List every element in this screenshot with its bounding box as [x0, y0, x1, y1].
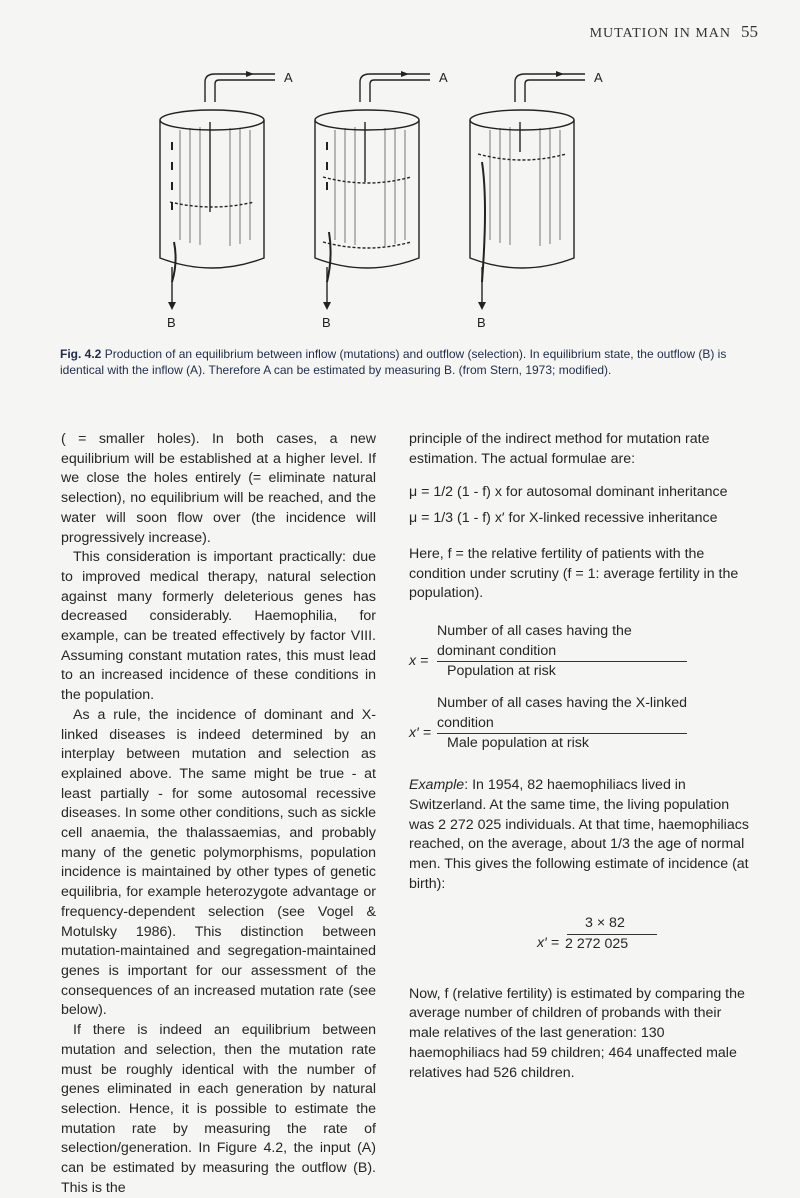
- tank-2: [315, 74, 430, 302]
- outflow-arrow-icon: [478, 302, 486, 310]
- right-column: [409, 430, 754, 1083]
- estimate-variable: x′ =: [537, 935, 559, 952]
- running-header: [590, 22, 758, 42]
- caption-label: Fig. 4.2: [60, 347, 102, 361]
- formula-autosomal: μ = 1/2 (1 - f) x for autosomal dominant inheritance: [409, 484, 728, 501]
- tank-1: [160, 74, 275, 302]
- fraction-x-prime: [409, 694, 754, 754]
- fraction-variable: x′ =: [409, 725, 431, 742]
- incidence-estimate: [537, 914, 657, 954]
- fraction-numerator: Number of all cases having the dominant condition: [437, 622, 632, 659]
- paragraph: Now, f (relative fertility) is estimated by comparing the average number of children of probands with their male relatives of the last generation: 130 haemophiliacs had 59 children; 464 unaffected male relatives had 526 children.: [409, 985, 745, 1081]
- inflow-arrow-icon: [556, 71, 564, 77]
- paragraph: ( = smaller holes). In both cases, a new equilibrium will be established at a higher level. If we close the holes entirely (= eliminate natural selection), no equilibrium will be reached, and the water will soon flow over (the incidence will progressively increase).: [61, 431, 376, 546]
- inflow-arrow-icon: [246, 71, 254, 77]
- left-column: [61, 430, 376, 1198]
- inflow-arrow-icon: [401, 71, 409, 77]
- outflow-arrow-icon: [323, 302, 331, 310]
- fertility-definition: Here, f = the relative fertility of patients with the condition under scrutiny (f = 1: average fertility in the population).: [409, 545, 739, 602]
- formula-x-linked: μ = 1/3 (1 - f) x′ for X-linked recessive inheritance: [409, 510, 718, 527]
- figure-caption: [60, 346, 740, 378]
- paragraph: This consideration is important practically: due to improved medical therapy, natural selection against many formerly deleterious genes has decreased considerably. Haemophilia, for example, can be treated effectively by factor VIII. Assuming constant mutation rates, this must lead to an increased incidence of these conditions in the population.: [61, 549, 376, 704]
- paragraph: If there is indeed an equilibrium between mutation and selection, then the mutation rate must be roughly identical with the number of genes eliminated in each generation by natural selection. Hence, it is possible to estimate the mutation rate by measuring the rate of selection/generation. In Figure 4.2, the input (A) can be estimated by measuring the outflow (B). This is the: [61, 1022, 376, 1196]
- outflow-label-b: B: [477, 315, 486, 330]
- fraction-denominator: Population at risk: [447, 663, 556, 680]
- paragraph: As a rule, the incidence of dominant and X-linked diseases is indeed determined by an interplay between mutation and selection as explained above. The same might be true - at least partially - for some autosomal recessive diseases. In some other conditions, such as sickle cell anaemia, the thalassaemias, and probably many of the genetic polymorphisms, population incidence is maintained by other types of genetic equilibria, for example heterozygote advantage or frequency-dependent selection (see Vogel & Motulsky 1986). This distinction between mutation-maintained and segregation-maintained genes is important for our assessment of the consequences of an increased mutation rate (see below).: [61, 706, 376, 1019]
- example-paragraph: [409, 776, 754, 894]
- figure-4-2: [150, 62, 620, 337]
- page-number: 55: [741, 22, 758, 41]
- outflow-label-b: B: [322, 315, 331, 330]
- inflow-label-a: A: [284, 70, 293, 85]
- outflow-arrow-icon: [168, 302, 176, 310]
- fraction-numerator: Number of all cases having the X-linked condition: [437, 695, 687, 731]
- fraction-denominator: Male population at risk: [447, 735, 589, 752]
- running-title: MUTATION IN MAN: [589, 26, 731, 41]
- fraction-x: [409, 622, 754, 682]
- outflow-label-b: B: [167, 315, 176, 330]
- example-label: Example: [409, 777, 465, 794]
- tank-illustration: [150, 62, 620, 337]
- estimate-numerator: 3 × 82: [585, 915, 625, 932]
- tank-3: [470, 74, 585, 302]
- inflow-label-a: A: [439, 70, 448, 85]
- paragraph: principle of the indirect method for mutation rate estimation. The actual formulae are:: [409, 431, 710, 467]
- inflow-label-a: A: [594, 70, 603, 85]
- estimate-denominator: 2 272 025: [565, 936, 629, 953]
- caption-text: Production of an equilibrium between inflow (mutations) and outflow (selection). In equilibrium state, the outflow (B) is identical with the inflow (A). Therefore A can be estimated by measuring B. (from Stern, 1973; modified).: [60, 347, 727, 377]
- fraction-variable: x =: [409, 652, 429, 669]
- example-text: : In 1954, 82 haemophiliacs lived in Switzerland. At the same time, the living population was 2 272 025 individuals. At that time, haemophiliacs reached, on the average, about 1/3 the age of normal men. This gives the following estimate of incidence (at birth):: [409, 777, 749, 892]
